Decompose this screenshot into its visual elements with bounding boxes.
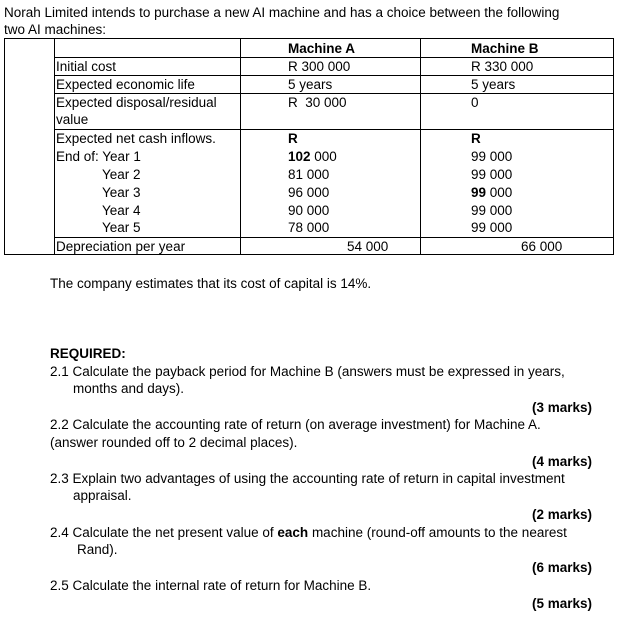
header-row-border bbox=[54, 57, 613, 58]
question-2-1-line-1: 2.1 Calculate the payback period for Machine B (answers must be expressed in years, bbox=[50, 364, 565, 379]
year-value-machine-b: 99 000 bbox=[471, 203, 513, 218]
disposal-value-machine-b: 0 bbox=[471, 95, 479, 110]
year-value-machine-b: 99 000 bbox=[471, 220, 513, 235]
year-label: Year 4 bbox=[102, 203, 141, 218]
question-2-4-emphasis: each bbox=[277, 525, 309, 540]
year-value-machine-b: 99 000 bbox=[471, 149, 513, 164]
question-2-4-line-1-start: 2.4 Calculate the net present value of bbox=[50, 525, 278, 540]
year-value-machine-a: 90 000 bbox=[288, 203, 330, 218]
table-top-border bbox=[4, 38, 614, 39]
question-2-5-marks: (5 marks) bbox=[532, 596, 593, 611]
cost-of-capital-statement: The company estimates that its cost of capital is 14%. bbox=[50, 276, 372, 291]
question-2-4-line-1-end: machine (round-off amounts to the nearest bbox=[308, 525, 567, 540]
currency-machine-b: R bbox=[471, 131, 481, 146]
year-value-machine-a-rest: 000 bbox=[310, 149, 337, 164]
intro-line-1: Norah Limited intends to purchase a new AI machine and has a choice between the following bbox=[4, 5, 560, 20]
table-left-border bbox=[4, 38, 5, 255]
question-2-2-marks: (4 marks) bbox=[532, 454, 593, 469]
year-label: Year 3 bbox=[102, 185, 141, 200]
question-2-4-marks: (6 marks) bbox=[532, 560, 593, 575]
table-right-border bbox=[613, 38, 614, 255]
net-cash-inflows-label: Expected net cash inflows. bbox=[56, 131, 216, 146]
year-value-machine-a: 78 000 bbox=[288, 220, 330, 235]
question-2-4-line-1 bbox=[50, 525, 567, 541]
currency-machine-a: R bbox=[288, 131, 298, 146]
required-heading: REQUIRED: bbox=[50, 346, 126, 361]
economic-life-row-border bbox=[54, 93, 613, 94]
year-value-machine-a: 96 000 bbox=[288, 185, 330, 200]
initial-cost-row-border bbox=[54, 75, 613, 76]
header-machine-a: Machine A bbox=[288, 41, 356, 56]
machine-b-column-border bbox=[420, 38, 421, 255]
disposal-row-border bbox=[54, 129, 613, 130]
depreciation-label: Depreciation per year bbox=[56, 239, 186, 254]
depreciation-machine-a: 54 000 bbox=[347, 239, 389, 254]
year-value-machine-b-rest: 000 bbox=[486, 185, 513, 200]
label-column-left-border bbox=[54, 38, 55, 255]
question-2-5-line-1: 2.5 Calculate the internal rate of return for Machine B. bbox=[50, 578, 372, 593]
question-2-3-marks: (2 marks) bbox=[532, 507, 593, 522]
year-value-machine-b bbox=[471, 185, 512, 201]
question-2-3-line-1: 2.3 Explain two advantages of using the accounting rate of return in capital investment bbox=[50, 471, 565, 486]
economic-life-machine-b: 5 years bbox=[471, 77, 516, 92]
year-value-machine-a: 81 000 bbox=[288, 167, 330, 182]
year-label: End of: Year 1 bbox=[56, 149, 141, 164]
disposal-value-label-line-2: value bbox=[56, 112, 89, 127]
year-value-machine-a bbox=[288, 149, 337, 165]
question-2-2-line-1: 2.2 Calculate the accounting rate of return (on average investment) for Machine A. bbox=[50, 417, 541, 432]
economic-life-label: Expected economic life bbox=[56, 77, 195, 92]
year-value-machine-a-thousands: 102 bbox=[288, 149, 311, 164]
economic-life-machine-a: 5 years bbox=[288, 77, 333, 92]
initial-cost-machine-a: R 300 000 bbox=[288, 59, 351, 74]
question-2-4-line-2: Rand). bbox=[77, 542, 118, 557]
question-2-1-marks: (3 marks) bbox=[532, 400, 593, 415]
year-value-machine-b: 99 000 bbox=[471, 167, 513, 182]
question-2-1-line-2: months and days). bbox=[73, 381, 185, 396]
header-machine-b: Machine B bbox=[471, 41, 539, 56]
machine-a-column-border bbox=[240, 38, 241, 255]
cash-inflows-row-border bbox=[54, 237, 613, 238]
question-2-2-line-2: (answer rounded off to 2 decimal places). bbox=[50, 435, 298, 450]
intro-line-2: two AI machines: bbox=[4, 22, 107, 37]
disposal-value-machine-a: R 30 000 bbox=[288, 95, 347, 110]
initial-cost-machine-b: R 330 000 bbox=[471, 59, 534, 74]
year-label: Year 2 bbox=[102, 167, 141, 182]
initial-cost-label: Initial cost bbox=[56, 59, 117, 74]
disposal-value-label-line-1: Expected disposal/residual bbox=[56, 95, 217, 110]
year-value-machine-b-thousands: 99 bbox=[471, 185, 487, 200]
question-2-3-line-2: appraisal. bbox=[73, 488, 132, 503]
depreciation-machine-b: 66 000 bbox=[521, 239, 563, 254]
year-label: Year 5 bbox=[102, 220, 141, 235]
